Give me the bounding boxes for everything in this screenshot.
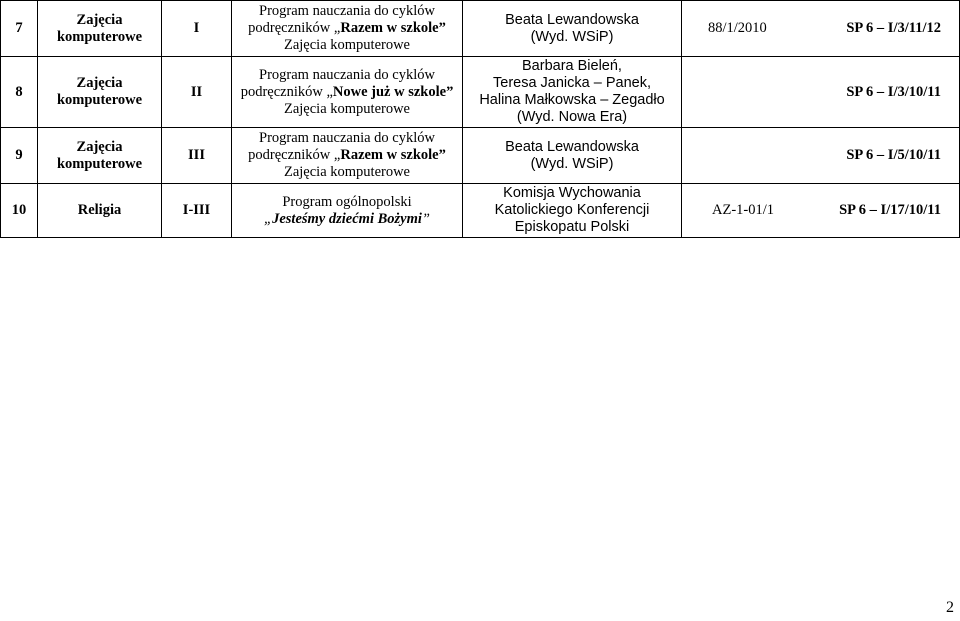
row-number: 10 [1,184,38,238]
subject-line: komputerowe [56,28,143,45]
row-number: 9 [1,128,38,184]
reference-cell [682,57,960,128]
author-cell [463,57,682,128]
row-number: 7 [1,1,38,57]
program-prefix: podręczników „ [248,147,341,163]
program-line: Zajęcia komputerowe [283,37,410,53]
author-line: Komisja Wychowania [503,185,641,201]
program-line: Program nauczania do cyklów [259,66,435,83]
author-line: Episkopatu Polski [514,219,630,235]
program-title: Jesteśmy dziećmi Bożymi [272,210,422,227]
reference-cell [682,128,960,184]
reference-sp: SP 6 – I/3/10/11 [846,83,941,100]
reference-cell [682,184,960,238]
subject-cell [38,128,162,184]
reference-code: AZ-1-01/1 [712,202,775,218]
author-line: Beata Lewandowska [505,11,639,28]
author-line: Katolickiego Konferencji [494,202,650,218]
page-number: 2 [946,599,954,616]
author-line: Beata Lewandowska [505,138,639,155]
subject-line: Zajęcia [76,11,123,28]
subject-line: Zajęcia [76,75,123,91]
author-cell [463,128,682,184]
program-line [234,20,460,37]
program-line: Zajęcia komputerowe [283,100,410,117]
subject-cell [38,1,162,57]
program-cell [232,1,463,57]
class-cell: III [162,128,232,184]
subject-line: Religia [77,202,122,218]
subject-line: komputerowe [56,155,143,172]
class-cell: I [162,1,232,57]
author-line: (Wyd. WSiP) [530,28,614,45]
program-line [234,147,460,164]
table-row [1,184,960,238]
subject-cell [38,57,162,128]
author-line: Teresa Janicka – Panek, [493,75,651,91]
author-line: (Wyd. WSiP) [530,155,614,172]
program-table [0,0,960,238]
program-prefix: podręczników „ [240,83,333,100]
reference-code: 88/1/2010 [708,20,767,36]
reference-sp: SP 6 – I/17/10/11 [839,202,941,218]
reference-sp: SP 6 – I/3/11/12 [846,20,941,36]
table-row [1,128,960,184]
author-cell [463,1,682,57]
subject-line: komputerowe [56,92,143,108]
class-cell: I-III [162,184,232,238]
program-title: Razem w szkole [340,20,439,36]
program-line: Program nauczania do cyklów [259,130,435,146]
program-line [234,211,460,228]
author-line: Halina Małkowska – Zegadło [479,92,665,108]
program-prefix: podręczników „ [248,20,341,36]
class-cell: II [162,57,232,128]
row-number: 8 [1,57,38,128]
author-line: Barbara Bieleń, [522,58,622,74]
subject-cell [38,184,162,238]
program-line: Program ogólnopolski [282,193,412,210]
subject-line: Zajęcia [76,138,123,155]
program-cell [232,184,463,238]
table-row [1,1,960,57]
program-quote-close: ” [421,210,430,227]
program-line: Zajęcia komputerowe [283,164,410,180]
table-row [1,57,960,128]
program-line [234,84,460,101]
program-title: Razem w szkole [340,147,439,163]
author-line: (Wyd. Nowa Era) [516,109,628,125]
program-quote-close: ” [446,83,454,100]
author-cell [463,184,682,238]
program-quote-close: ” [438,147,446,163]
reference-cell [682,1,960,57]
reference-sp: SP 6 – I/5/10/11 [846,147,941,163]
program-title: Nowe już w szkole [332,83,447,100]
program-prefix: „ [264,210,273,227]
program-line: Program nauczania do cyklów [259,3,435,19]
program-cell [232,128,463,184]
program-cell [232,57,463,128]
program-quote-close: ” [438,20,446,36]
